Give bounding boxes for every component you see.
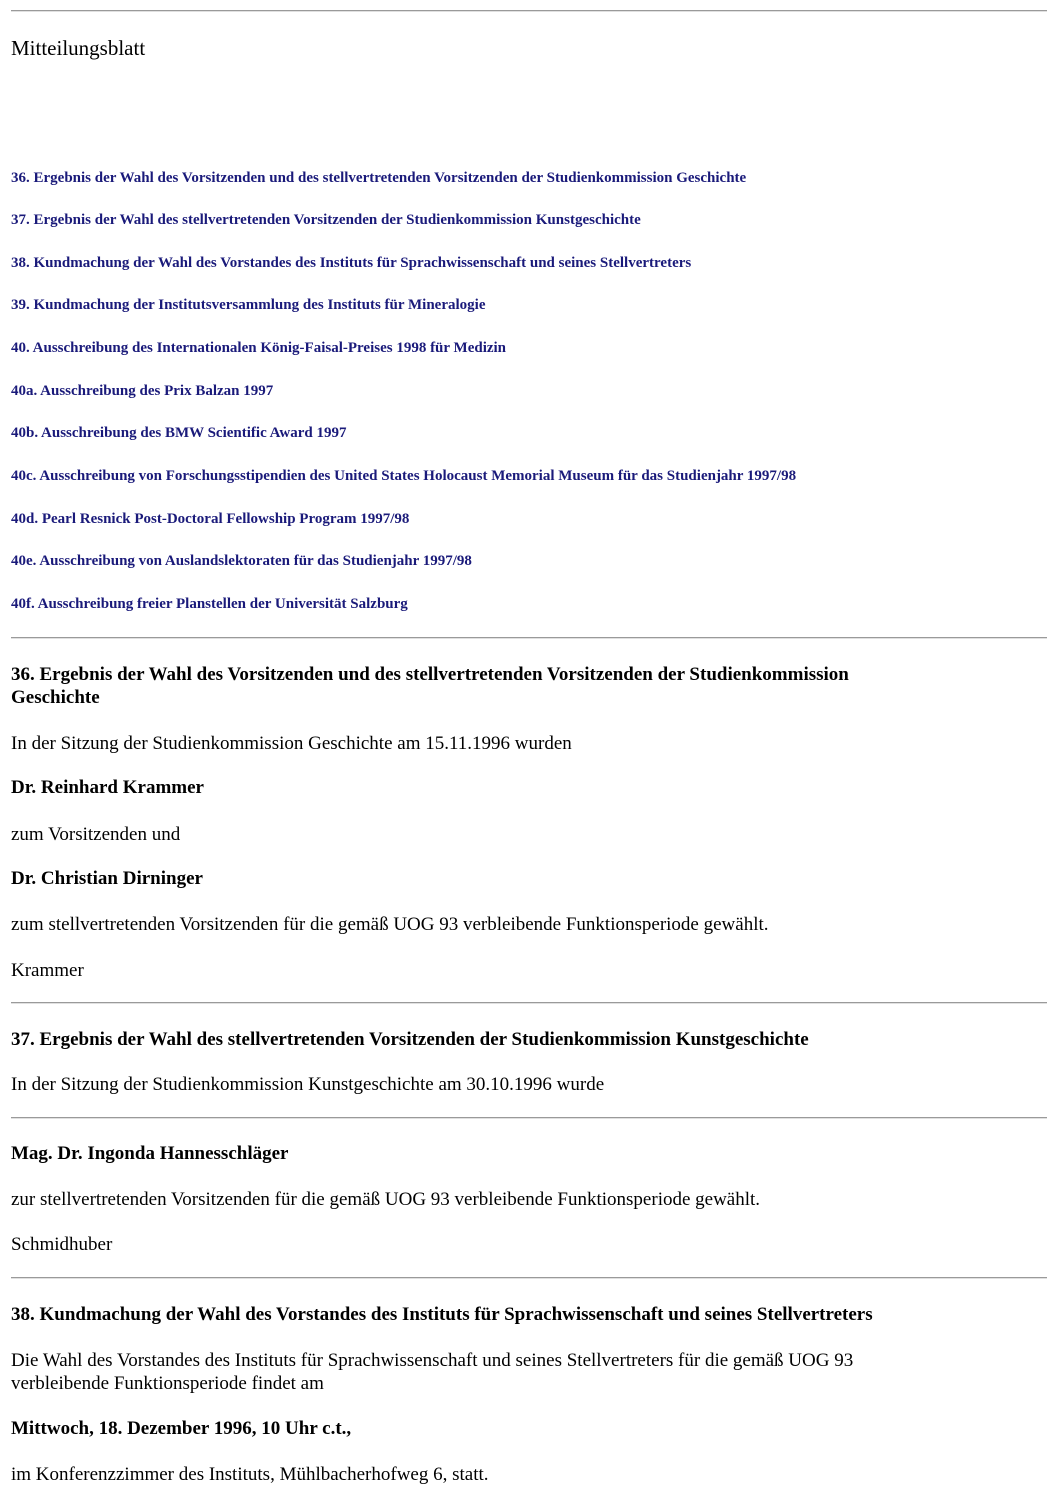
section-divider — [11, 637, 1047, 639]
section-36-signature: Krammer — [11, 960, 84, 981]
section-37-role: zur stellvertretenden Vorsitzenden für die gemäß UOG 93 verbleibende Funktionsperiode gewählt. — [11, 1189, 761, 1210]
section-37-signature: Schmidhuber — [11, 1234, 113, 1255]
section-divider — [11, 1002, 1047, 1004]
section-divider — [11, 1277, 1047, 1279]
toc-link-39[interactable]: 39. Kundmachung der Institutsversammlung des Instituts für Mineralogie — [11, 297, 486, 313]
section-37-heading: 37. Ergebnis der Wahl des stellvertretenden Vorsitzenden der Studienkommission Kunstgeschichte — [11, 1029, 809, 1050]
section-36-heading-line2: Geschichte — [11, 687, 100, 708]
section-37-intro: In der Sitzung der Studienkommission Kunstgeschichte am 30.10.1996 wurde — [11, 1074, 605, 1095]
toc-link-36[interactable]: 36. Ergebnis der Wahl des Vorsitzenden und des stellvertretenden Vorsitzenden der Studienkommission Geschichte — [11, 170, 747, 186]
section-divider — [11, 1117, 1047, 1119]
section-36-role-vice: zum stellvertretenden Vorsitzenden für die gemäß UOG 93 verbleibende Funktionsperiode gewählt. — [11, 914, 769, 935]
section-36-name-vice: Dr. Christian Dirninger — [11, 868, 203, 889]
section-37-name: Mag. Dr. Ingonda Hannesschläger — [11, 1143, 289, 1164]
section-38-date: Mittwoch, 18. Dezember 1996, 10 Uhr c.t., — [11, 1418, 352, 1439]
toc-link-40d[interactable]: 40d. Pearl Resnick Post-Doctoral Fellowship Program 1997/98 — [11, 511, 410, 527]
toc-link-40c[interactable]: 40c. Ausschreibung von Forschungsstipendien des United States Holocaust Memorial Museum für das Studienjahr 1997/98 — [11, 468, 797, 484]
toc-link-40a[interactable]: 40a. Ausschreibung des Prix Balzan 1997 — [11, 383, 274, 399]
section-36-name-chair: Dr. Reinhard Krammer — [11, 777, 204, 798]
toc-link-37[interactable]: 37. Ergebnis der Wahl des stellvertretenden Vorsitzenden der Studienkommission Kunstgeschichte — [11, 212, 641, 228]
toc-link-40[interactable]: 40. Ausschreibung des Internationalen König-Faisal-Preises 1998 für Medizin — [11, 340, 507, 356]
section-38-intro-line1: Die Wahl des Vorstandes des Instituts für Sprachwissenschaft und seines Stellvertreters für die gemäß UOG 93 — [11, 1350, 854, 1371]
section-36-intro: In der Sitzung der Studienkommission Geschichte am 15.11.1996 wurden — [11, 733, 572, 754]
section-38-intro — [11, 1349, 853, 1395]
section-38-intro-line2: verbleibende Funktionsperiode findet am — [11, 1373, 324, 1394]
section-36-role-chair: zum Vorsitzenden und — [11, 824, 181, 845]
toc-link-40e[interactable]: 40e. Ausschreibung von Auslandslektoraten für das Studienjahr 1997/98 — [11, 553, 472, 569]
toc-link-40b[interactable]: 40b. Ausschreibung des BMW Scientific Award 1997 — [11, 425, 347, 441]
page-title: Mitteilungsblatt — [11, 36, 146, 60]
toc-link-38[interactable]: 38. Kundmachung der Wahl des Vorstandes des Instituts für Sprachwissenschaft und seines Stellvertreters — [11, 255, 692, 271]
section-36-heading-line1: 36. Ergebnis der Wahl des Vorsitzenden und des stellvertretenden Vorsitzenden der Studienkommission — [11, 664, 849, 685]
section-38-heading: 38. Kundmachung der Wahl des Vorstandes des Instituts für Sprachwissenschaft und seines Stellvertreters — [11, 1304, 873, 1325]
toc-link-40f[interactable]: 40f. Ausschreibung freier Planstellen der Universität Salzburg — [11, 596, 408, 612]
section-38-location: im Konferenzzimmer des Instituts, Mühlbacherhofweg 6, statt. — [11, 1464, 489, 1485]
top-divider — [11, 10, 1047, 12]
section-36-heading — [11, 663, 849, 709]
